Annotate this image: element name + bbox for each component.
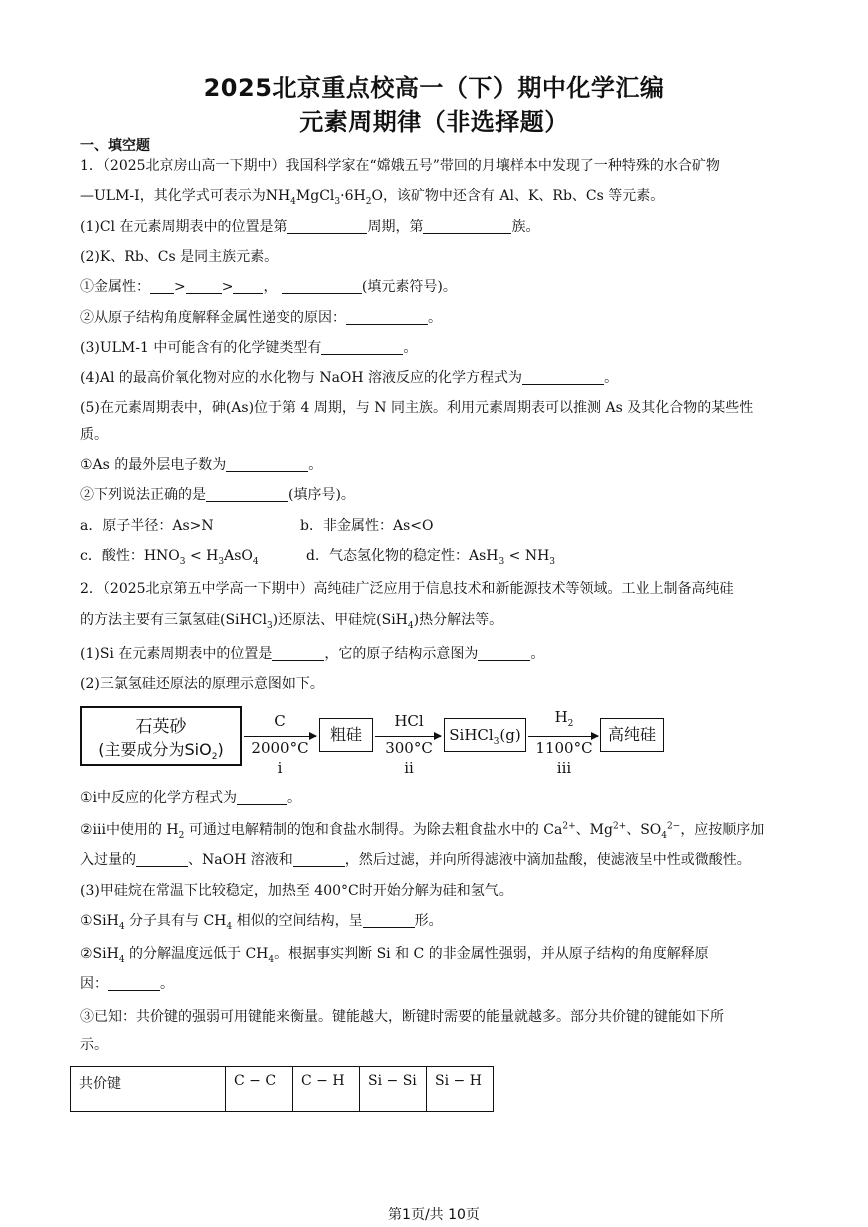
answer-blank[interactable]: [136, 852, 188, 867]
q1-options-cd: [80, 546, 800, 566]
answer-blank[interactable]: [272, 646, 324, 661]
arrow1-temp: 2000°C: [251, 739, 309, 757]
q2-intro-line2: 的方法主要有三氯氢硅(SiHCl$_3$)还原法、甲硅烷(SiH$_4$)热分解法等。: [80, 612, 504, 631]
q2-part2-2-line1: ②iii中使用的 $H_2$ 可通过电解精制的饱和食盐水制得。为除去粗食盐水中的 $Ca^{2+}$、$Mg^{2+}$、$SO_4^{2-}$，应按顺序加: [80, 821, 765, 841]
table-header-cell: 共价键: [71, 1067, 226, 1112]
page-title: 2025北京重点校高一（下）期中化学汇编: [203, 74, 665, 102]
q1-formula: $NH_4MgCl_3\cdot 6H_2O$: [265, 188, 383, 207]
q2-part2-1: ①i中反应的化学方程式为 。: [80, 790, 302, 806]
arrow3-temp: 1100°C: [535, 739, 593, 757]
pure-silicon-box: 高纯硅: [600, 718, 664, 752]
arrow-icon: [375, 736, 441, 737]
q2-part3-1: ①SiH$_4$ 分子具有与 $CH_4$ 相似的空间结构，呈 形。: [80, 913, 443, 932]
arrow1-reagent: C: [274, 712, 286, 730]
answer-blank[interactable]: [287, 219, 367, 234]
answer-blank[interactable]: [321, 340, 403, 355]
answer-blank[interactable]: [293, 852, 345, 867]
answer-blank[interactable]: [522, 370, 604, 385]
q2-part3-2-line2: 因： 。: [80, 976, 174, 992]
q1-part2-2: ②从原子结构角度解释金属性递变的原因： 。: [80, 310, 442, 326]
answer-blank[interactable]: [233, 279, 263, 294]
step-ii: ii: [404, 759, 414, 777]
q1-part2: (2)K、Rb、Cs 是同主族元素。: [80, 249, 279, 265]
q2-part2: (2)三氯氢硅还原法的原理示意图如下。: [80, 676, 324, 692]
answer-blank[interactable]: [108, 976, 160, 991]
q2-part2-2-line2: 入过量的 、NaOH 溶液和 ，然后过滤，并向所得滤液中滴加盐酸，使滤液呈中性或微酸性。: [80, 852, 751, 868]
answer-blank[interactable]: [282, 279, 362, 294]
page-number: 第1页/共 10页: [388, 1207, 480, 1223]
arrow3-reagent: $H_2$: [554, 708, 574, 729]
quartz-sand-box: 石英砂 (主要成分为SiO$_2$): [80, 706, 242, 766]
table-cell: C − H: [293, 1067, 360, 1112]
table-cell: Si − Si: [360, 1067, 427, 1112]
q1-part2-1: ①金属性： > > ， (填元素符号)。: [80, 279, 457, 295]
section-heading: 一、填空题: [80, 138, 150, 154]
q1-part5-2: ②下列说法正确的是 (填序号)。: [80, 487, 355, 503]
bond-energy-table: [70, 1066, 494, 1112]
sihcl3-box: SiHCl$_3$(g): [444, 718, 526, 752]
answer-blank[interactable]: [478, 646, 530, 661]
answer-blank[interactable]: [363, 913, 415, 928]
q2-part3: (3)甲硅烷在常温下比较稳定，加热至 400°C时开始分解为硅和氢气。: [80, 883, 513, 899]
answer-blank[interactable]: [150, 279, 174, 294]
answer-blank[interactable]: [423, 219, 511, 234]
arrow-icon: [244, 736, 316, 737]
table-row: [71, 1067, 494, 1112]
arrow2-reagent: HCl: [394, 712, 424, 730]
q2-part3-3-line2: 示。: [80, 1037, 108, 1053]
answer-blank[interactable]: [237, 790, 287, 805]
table-cell: Si − H: [427, 1067, 494, 1112]
process-diagram: [80, 704, 680, 780]
option-b: b．非金属性：As<O: [300, 518, 434, 534]
q1-part3: (3)ULM-1 中可能含有的化学键类型有 。: [80, 340, 418, 356]
crude-silicon-box: 粗硅: [319, 718, 373, 752]
arrow-icon: [528, 736, 598, 737]
q1-part5-line1: (5)在元素周期表中，砷(As)位于第 4 周期，与 N 同主族。利用元素周期表可以推测 As 及其化合物的某些性: [80, 400, 754, 416]
table-cell: C − C: [226, 1067, 293, 1112]
q1-part1: (1)Cl 在元素周期表中的位置是第 周期，第 族。: [80, 219, 540, 235]
arrow2-temp: 300°C: [385, 739, 433, 757]
answer-blank[interactable]: [226, 457, 308, 472]
answer-blank[interactable]: [206, 487, 288, 502]
page-subtitle: 元素周期律（非选择题）: [299, 108, 569, 136]
q2-part3-3-line1: ③已知：共价键的强弱可用键能来衡量。键能越大，断键时需要的能量就越多。部分共价键的键能如下所: [80, 1009, 724, 1025]
q1-part4: (4)Al 的最高价氧化物对应的水化物与 NaOH 溶液反应的化学方程式为 。: [80, 370, 619, 386]
option-a: a．原子半径：As>N: [80, 518, 214, 534]
q1-intro-line2: —ULM-I，其化学式可表示为$NH_4MgCl_3\cdot 6H_2O$，该矿物中还含有 Al、K、Rb、Cs 等元素。: [80, 188, 665, 207]
q2-intro-line1: 2．（2025北京第五中学高一下期中）高纯硅广泛应用于信息技术和新能源技术等领域。工业上制备高纯硅: [80, 581, 734, 597]
q1-part5-1: ①As 的最外层电子数为 。: [80, 457, 323, 473]
option-c: c．酸性：$HNO_3 < H_3AsO_4$: [80, 548, 259, 567]
q2-part1: (1)Si 在元素周期表中的位置是 ，它的原子结构示意图为 。: [80, 646, 545, 662]
q1-options-ab: [80, 516, 800, 536]
answer-blank[interactable]: [186, 279, 222, 294]
q2-part3-2-line1: ②SiH$_4$ 的分解温度远低于 $CH_4$。根据事实判断 Si 和 C 的非金属性强弱，并从原子结构的角度解释原: [80, 946, 709, 965]
q1-part5-line2: 质。: [80, 427, 108, 443]
answer-blank[interactable]: [346, 310, 428, 325]
step-iii: iii: [556, 759, 572, 777]
step-i: i: [277, 759, 283, 777]
option-d: d．气态氢化物的稳定性：$AsH_3 < NH_3$: [306, 548, 556, 567]
q1-intro-line1: 1．（2025北京房山高一下期中）我国科学家在“嫦娥五号”带回的月壤样本中发现了一种特殊的水合矿物: [80, 158, 720, 174]
